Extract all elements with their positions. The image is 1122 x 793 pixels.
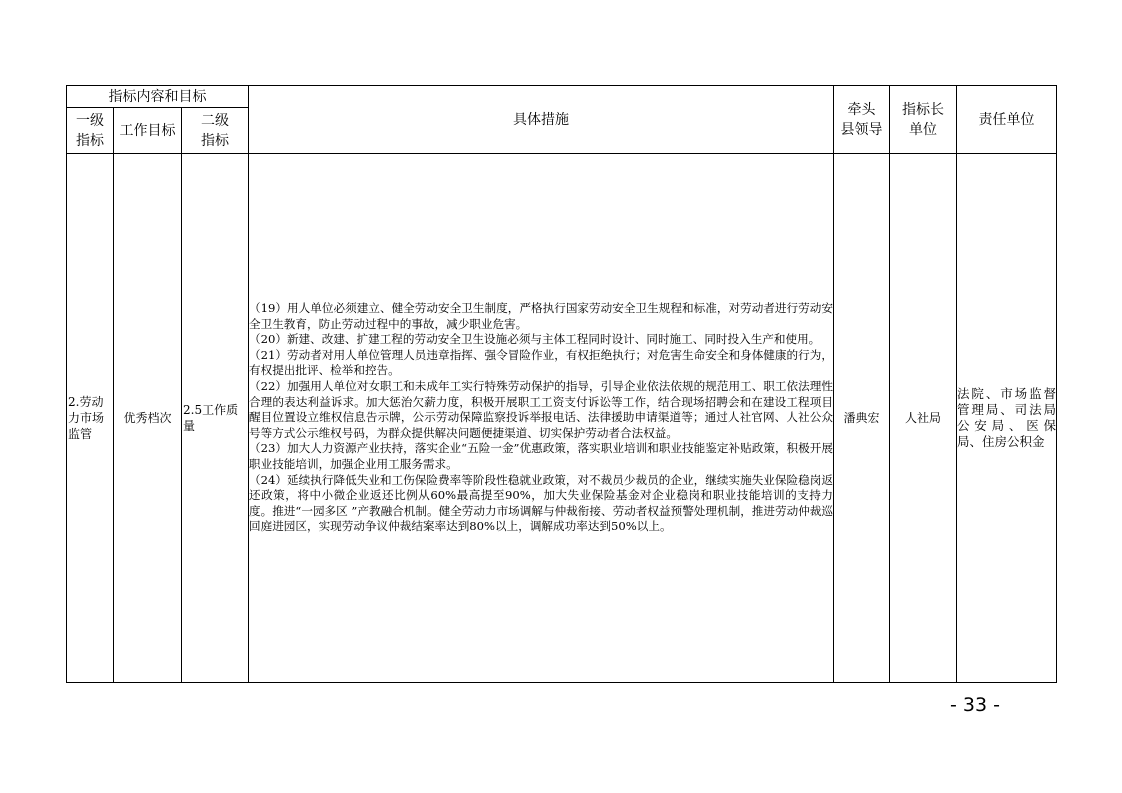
header-level2-line2: 指标 [201,132,229,149]
header-leader-line2: 县领导 [840,121,883,138]
cell-work-target: 优秀档次 [114,154,182,683]
header-leader [834,86,890,154]
cell-lead-unit: 人社局 [890,154,957,683]
table-row [67,154,1057,683]
header-responsible: 责任单位 [957,86,1057,154]
header-unit-line2: 单位 [909,121,937,138]
measure-item: （24）延续执行降低失业和工伤保险费率等阶段性稳就业政策，对不裁员少裁员的企业，继续实施失业保险稳岗返还政策，将中小微企业返还比例从60%最高提至90%，加大失业保险基金对企业稳岗和职业技能培训的支持力度。推进“一园多区 ”产教融合机制。健全劳动力市场调解与仲裁衔接、劳动者权益预警处理机制，推进劳动仲裁巡回庭进园区，实现劳动争议仲裁结案率达到80%以上，调解成功率达到50%以上。 [249,472,833,534]
cell-responsible: 法院、市场监督管理局、司法局公安局、医保局、住房公积金 [957,154,1057,683]
header-indicator-content: 指标内容和目标 [67,86,249,108]
header-unit-line1: 指标长 [902,101,944,118]
measure-item: （22）加强用人单位对女职工和未成年工实行特殊劳动保护的指导，引导企业依法依规的规范用工、职工依法理性合理的表达利益诉求。加大惩治欠薪力度，积极开展职工工资支付诉讼等工作，结合现场招聘会和在建设工程项目醒目位置设立维权信息告示牌，公示劳动保障监察投诉举报电话、法律援助申请渠道等；通过人社官网、人社公众号等方式公示维权号码，为群众提供解决问题便捷渠道、切实保护劳动者合法权益。 [249,379,833,440]
header-lead-unit [890,86,957,154]
measure-item: （21）劳动者对用人单位管理人员违章指挥、强令冒险作业，有权拒绝执行；对危害生命安全和身体健康的行为，有权提出批评、检举和控告。 [249,347,833,378]
page-number: - 33 - [950,694,1000,716]
header-measures: 具体措施 [249,86,834,154]
measure-item: （19）用人单位必须建立、健全劳动安全卫生制度，严格执行国家劳动安全卫生规程和标准，对劳动者进行劳动安全卫生教育，防止劳动过程中的事故，减少职业危害。 [249,301,833,331]
cell-level1: 2.劳动力市场监管 [67,154,114,683]
header-leader-line1: 牵头 [847,101,876,118]
header-level1-line2: 指标 [76,132,104,149]
header-work-target: 工作目标 [114,108,182,154]
cell-leader: 潘典宏 [834,154,890,683]
header-level2-line1: 二级 [201,112,229,129]
measure-item: （20）新建、改建、扩建工程的劳动安全卫生设施必须与主体工程同时设计、同时施工、同时投入生产和使用。 [249,332,821,347]
cell-measures [249,154,834,683]
measure-item: （23）加大人力资源产业扶持，落实企业“五险一金”优惠政策，落实职业培训和职业技能鉴定补贴政策，积极开展职业技能培训，加强企业用工服务需求。 [249,441,833,471]
indicator-table [66,85,1057,683]
header-level2 [182,108,249,154]
header-level1 [67,108,114,154]
cell-level2: 2.5工作质量 [182,154,249,683]
header-level1-line1: 一级 [76,112,104,129]
